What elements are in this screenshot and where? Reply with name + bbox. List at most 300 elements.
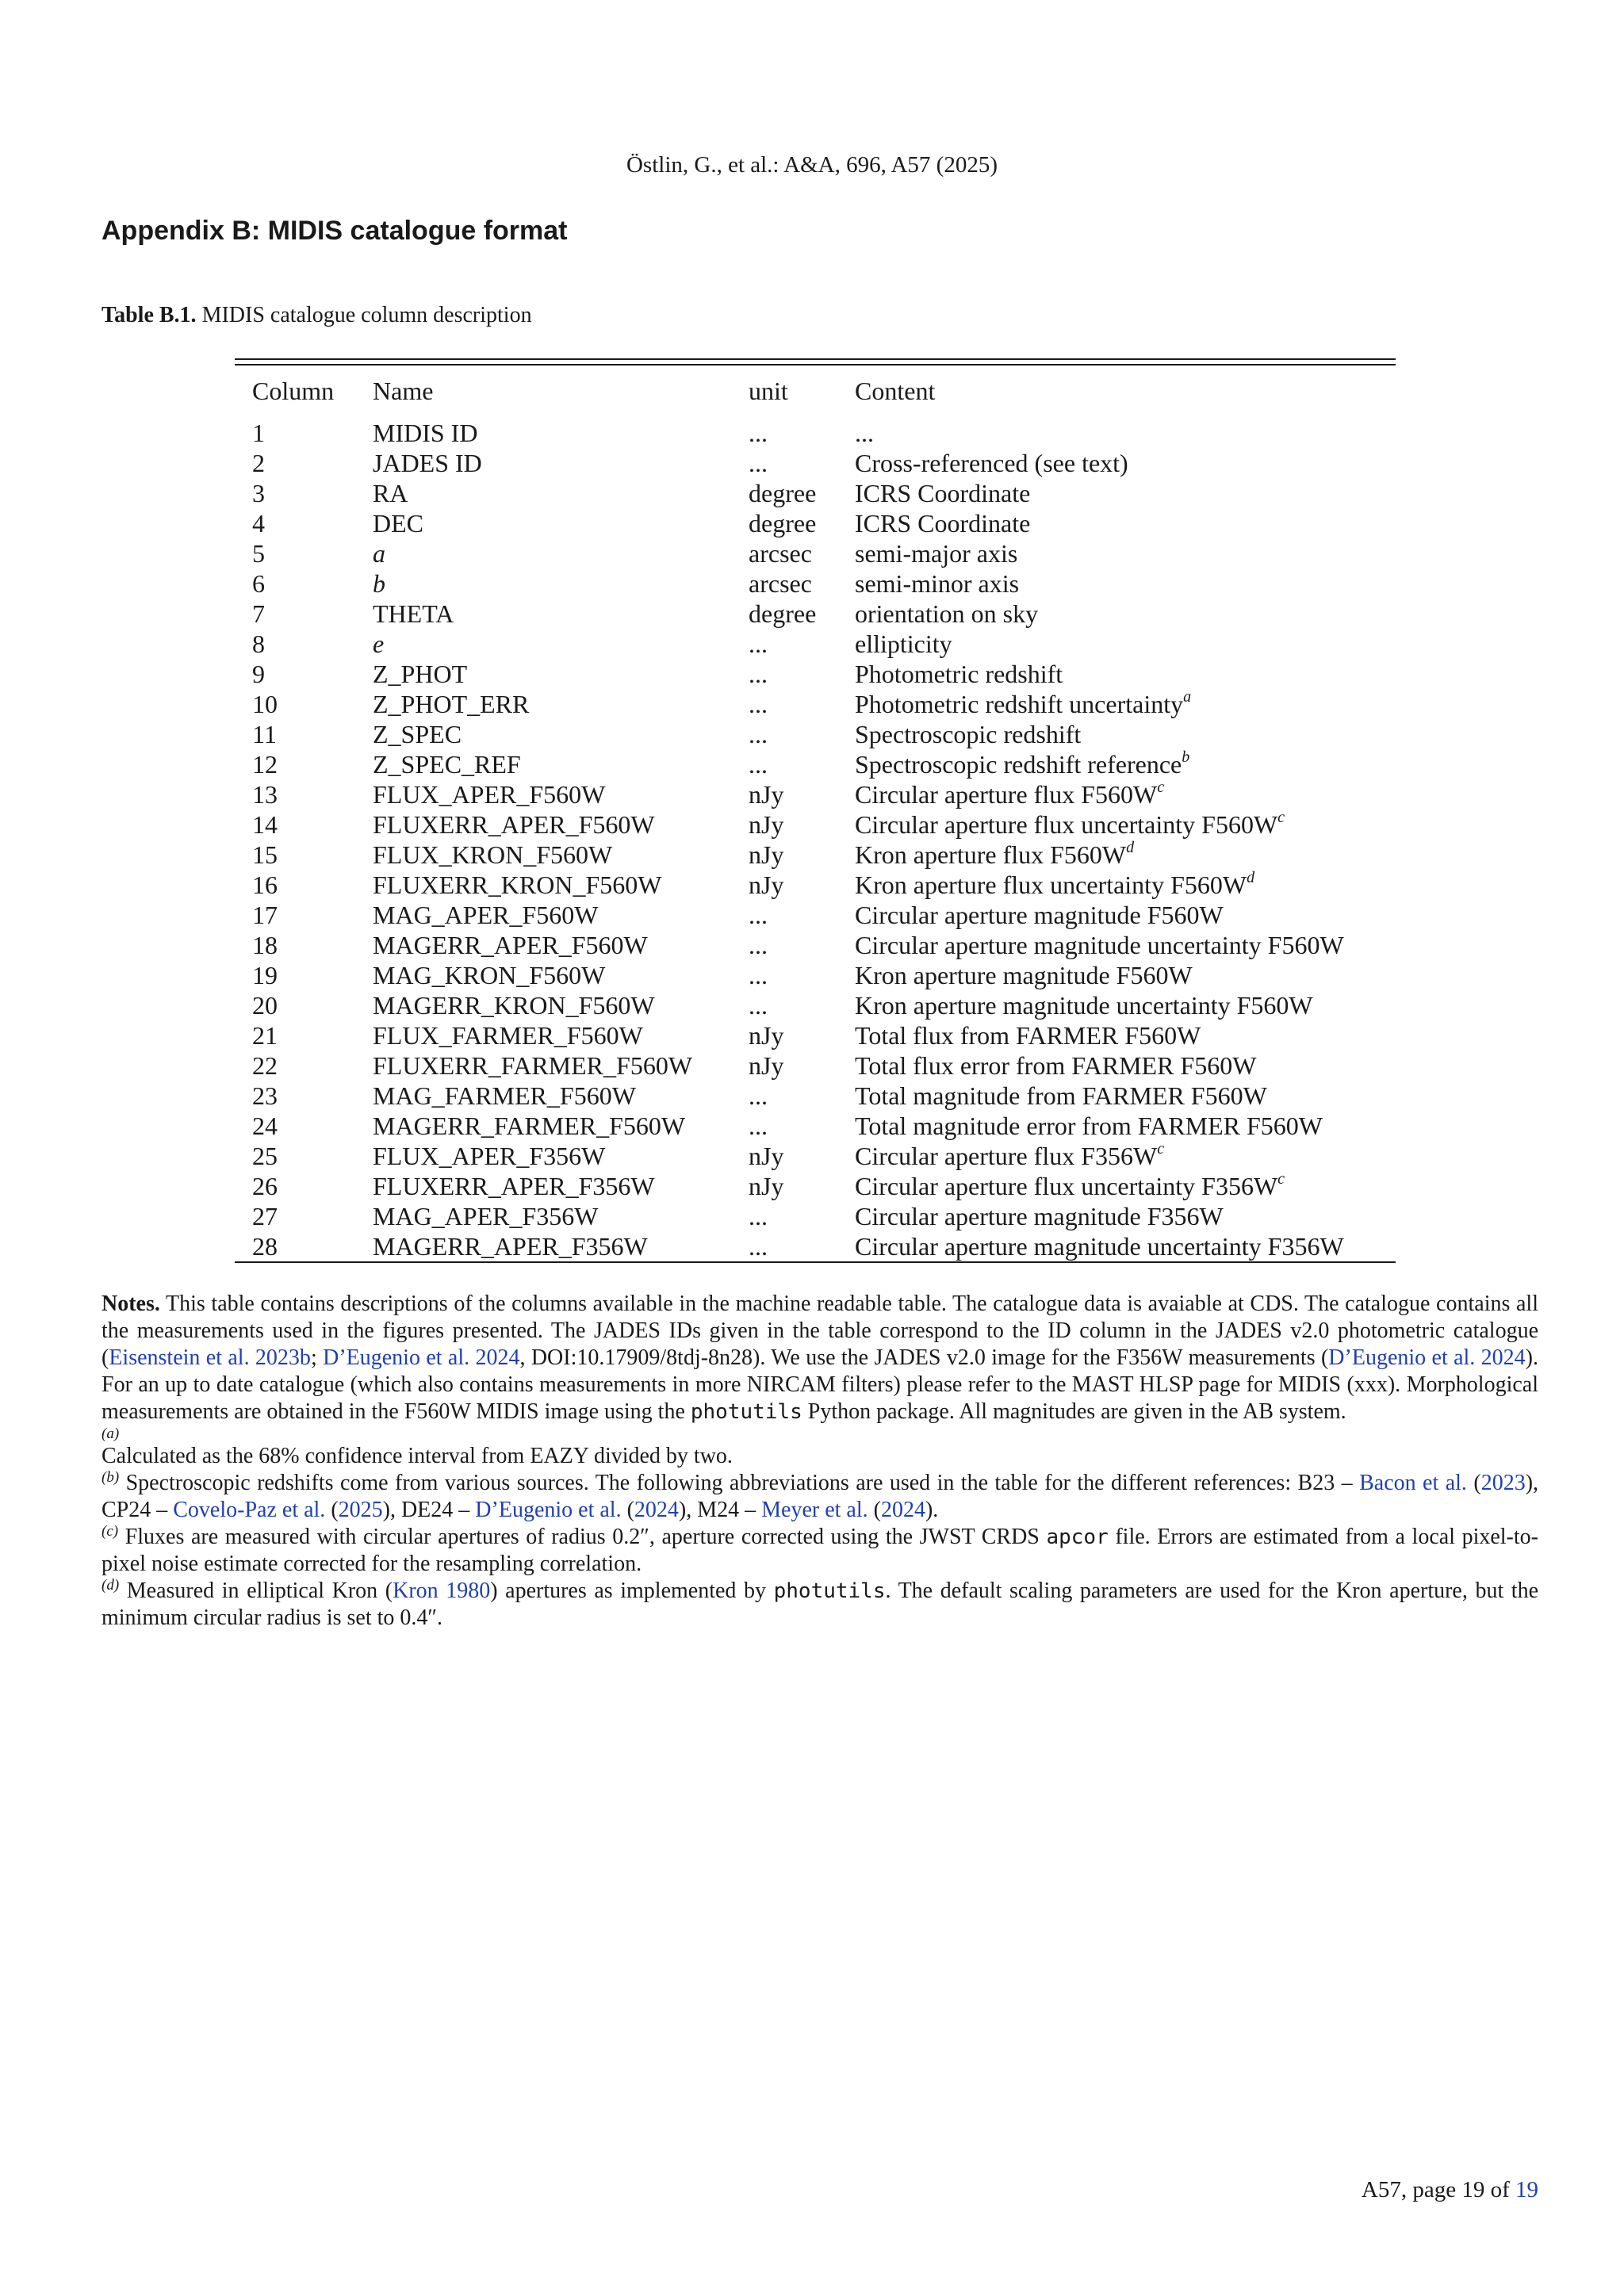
cell-column-text: 15 (252, 840, 278, 869)
cell-unit-text: degree (749, 509, 817, 538)
cell-name (373, 408, 749, 448)
cell-column (235, 1111, 373, 1141)
cell-unit (749, 930, 855, 960)
notes-text: Measured in elliptical Kron ( (119, 1578, 393, 1603)
cell-content-text: ... (855, 419, 874, 447)
cell-unit (749, 689, 855, 719)
cell-unit-text: nJy (749, 780, 784, 809)
cell-unit (749, 809, 855, 840)
cell-name-text: a (373, 539, 385, 568)
cell-content (855, 629, 1396, 659)
cell-unit-text: degree (749, 479, 817, 507)
table-row (235, 538, 1396, 568)
cell-content-text: Circular aperture magnitude F560W (855, 901, 1224, 929)
cell-unit (749, 448, 855, 478)
ref-link-deugenio[interactable]: D’Eugenio et al. (475, 1498, 622, 1522)
cell-column-text: 26 (252, 1172, 278, 1200)
cell-unit-text: ... (749, 750, 768, 779)
table-label: Table B.1. (102, 303, 197, 327)
cell-unit-text: ... (749, 1081, 768, 1110)
cell-name (373, 1081, 749, 1111)
cell-content-text: ellipticity (855, 629, 952, 658)
notes-text: file. Errors are estimated from a local pixel-to-pixel noise estimate corrected for the resampling correlation. (102, 1525, 1538, 1576)
cell-name-text: MAGERR_FARMER_F560W (373, 1112, 686, 1140)
cell-content-text: Circular aperture flux uncertainty F356W (855, 1172, 1278, 1200)
cell-column-text: 8 (252, 629, 265, 658)
notes-text: . The default scaling parameters are used for the Kron aperture, but the minimum circular radius is set to 0.4″. (102, 1578, 1539, 1630)
cell-content-text: ICRS Coordinate (855, 479, 1031, 507)
cell-content (855, 448, 1396, 478)
cell-content-text: Circular aperture flux uncertainty F560W (855, 810, 1278, 839)
table-row (235, 1141, 1396, 1171)
ref-link-covelo-year[interactable]: 2025 (338, 1498, 383, 1522)
notes-text: ( (1466, 1471, 1481, 1495)
cell-content (855, 568, 1396, 599)
cell-content (855, 408, 1396, 448)
cell-unit (749, 779, 855, 809)
cell-name-text: MAGERR_KRON_F560W (373, 991, 655, 1020)
cell-content-text: Circular aperture magnitude uncertainty F356W (855, 1232, 1344, 1261)
notes-text: ( (868, 1498, 881, 1522)
cell-unit (749, 538, 855, 568)
cell-column-text: 27 (252, 1202, 278, 1230)
cell-content-text: Kron aperture magnitude F560W (855, 961, 1193, 989)
cell-name-text: Z_SPEC (373, 720, 462, 748)
cell-unit (749, 990, 855, 1020)
table-row (235, 1201, 1396, 1231)
cell-column (235, 508, 373, 538)
cell-content-text: Circular aperture magnitude uncertainty F560W (855, 931, 1344, 959)
cell-name-text: JADES ID (373, 449, 482, 477)
ref-link-deugenio[interactable]: D’Eugenio et al. 2024 (1328, 1345, 1526, 1370)
footnote-marker: c (1157, 1140, 1165, 1158)
cell-name-text: FLUXERR_FARMER_F560W (373, 1051, 693, 1080)
cell-name (373, 1231, 749, 1261)
cell-name (373, 990, 749, 1020)
table-row (235, 840, 1396, 870)
table-header-row (235, 365, 1396, 408)
ref-link-deugenio[interactable]: D’Eugenio et al. 2024 (323, 1345, 520, 1370)
footnote-b-mark: (b) (102, 1469, 120, 1486)
cell-name (373, 1171, 749, 1201)
cell-unit (749, 1171, 855, 1201)
cell-column-text: 13 (252, 780, 278, 809)
cell-unit-text: nJy (749, 1021, 784, 1050)
cell-name-text: MAG_FARMER_F560W (373, 1081, 636, 1110)
table-row (235, 1111, 1396, 1141)
cell-unit (749, 508, 855, 538)
notes-text: Python package. All magnitudes are given in the AB system. (802, 1399, 1346, 1424)
cell-content-text: Total flux from FARMER F560W (855, 1021, 1201, 1050)
table-row (235, 900, 1396, 930)
cell-unit-text: nJy (749, 840, 784, 869)
cell-content-text: Total flux error from FARMER F560W (855, 1051, 1257, 1080)
cell-content-text: Spectroscopic redshift (855, 720, 1082, 748)
cell-name (373, 508, 749, 538)
cell-column-text: 19 (252, 961, 278, 989)
table-row (235, 599, 1396, 629)
cell-name-text: FLUX_APER_F560W (373, 780, 606, 809)
cell-content (855, 960, 1396, 990)
cell-unit-text: ... (749, 660, 768, 688)
cell-unit-text: ... (749, 1112, 768, 1140)
ref-link-meyer[interactable]: Meyer et al. (761, 1498, 868, 1522)
cell-content (855, 1201, 1396, 1231)
cell-column (235, 568, 373, 599)
cell-name (373, 809, 749, 840)
ref-link-deugenio-year[interactable]: 2024 (634, 1498, 679, 1522)
cell-content-text: ICRS Coordinate (855, 509, 1031, 538)
cell-unit-text: ... (749, 690, 768, 718)
cell-content-text: orientation on sky (855, 599, 1039, 628)
notes-text: ( (621, 1498, 634, 1522)
cell-unit (749, 840, 855, 870)
table-notes (102, 1291, 1538, 1632)
cell-unit (749, 659, 855, 689)
cell-name (373, 1020, 749, 1050)
ref-link-kron[interactable]: Kron 1980 (393, 1578, 491, 1603)
notes-label: Notes. (102, 1292, 160, 1316)
cell-content (855, 1020, 1396, 1050)
cell-column (235, 448, 373, 478)
cell-column-text: 3 (252, 479, 265, 507)
table-top-rule (235, 358, 1396, 365)
cell-column (235, 809, 373, 840)
cell-unit (749, 900, 855, 930)
cell-unit (749, 629, 855, 659)
cell-column-text: 25 (252, 1142, 278, 1170)
footnote-marker: a (1183, 688, 1192, 706)
table-row (235, 870, 1396, 900)
footnote-c (102, 1524, 1538, 1578)
code-photutils: photutils (773, 1579, 886, 1603)
table-row (235, 568, 1396, 599)
section-title: Appendix B: MIDIS catalogue format (102, 216, 568, 246)
cell-unit (749, 1201, 855, 1231)
table-row (235, 779, 1396, 809)
cell-name (373, 689, 749, 719)
cell-content-text: Spectroscopic redshift reference (855, 750, 1182, 779)
cell-name-text: FLUX_APER_F356W (373, 1142, 606, 1170)
cell-content (855, 478, 1396, 508)
cell-column (235, 779, 373, 809)
footnote-b (102, 1470, 1538, 1524)
cell-content (855, 1231, 1396, 1261)
cell-content (855, 1171, 1396, 1201)
cell-name (373, 478, 749, 508)
cell-name-text: FLUX_KRON_F560W (373, 840, 613, 869)
cell-unit-text: nJy (749, 810, 784, 839)
cell-unit (749, 1141, 855, 1171)
footnote-marker: c (1277, 809, 1285, 826)
cell-content (855, 900, 1396, 930)
cell-column (235, 930, 373, 960)
code-photutils: photutils (690, 1400, 802, 1424)
cell-content-text: Kron aperture flux F560W (855, 840, 1127, 869)
notes-text: Spectroscopic redshifts come from various sources. The following abbreviations are used in the table for the different references: B23 – (119, 1471, 1360, 1495)
cell-content-text: Total magnitude error from FARMER F560W (855, 1112, 1323, 1140)
cell-name-text: MAGERR_APER_F356W (373, 1232, 648, 1261)
notes-text: This table contains descriptions of the columns available in the machine readable table. The catalogue data is avaiable at CDS. The catalogue contains all the measurements used in the figures presented. The JADES IDs given in the table correspond to the ID column in the JADES v2.0 photometric catalogue ( (102, 1292, 1538, 1370)
cell-unit-text: ... (749, 720, 768, 748)
cell-content-text: Photometric redshift (855, 660, 1063, 688)
cell-unit-text: arcsec (749, 569, 812, 598)
cell-content-text: Cross-referenced (see text) (855, 449, 1128, 477)
cell-content (855, 749, 1396, 779)
cell-unit (749, 1231, 855, 1261)
cell-column (235, 749, 373, 779)
cell-content-text: Photometric redshift uncertainty (855, 690, 1184, 718)
notes-text: ). For an up to date catalogue (which also contains measurements in more NIRCAM filters) please refer to the MAST HLSP page for MIDIS (xxx). Morphological measurements are obtained in the F560W MIDIS image using the (102, 1345, 1538, 1424)
footnote-d-mark: (d) (102, 1577, 120, 1594)
cell-unit-text: degree (749, 599, 817, 628)
cell-column (235, 1201, 373, 1231)
cell-unit (749, 1081, 855, 1111)
table-row (235, 930, 1396, 960)
cell-column-text: 2 (252, 449, 265, 477)
cell-name (373, 538, 749, 568)
cell-content (855, 538, 1396, 568)
cell-name-text: Z_PHOT (373, 660, 468, 688)
cell-content (855, 990, 1396, 1020)
page-footer (1362, 2177, 1538, 2203)
cell-column (235, 870, 373, 900)
cell-column (235, 408, 373, 448)
cell-column (235, 719, 373, 749)
cell-column-text: 5 (252, 539, 265, 568)
cell-name-text: MIDIS ID (373, 419, 478, 447)
cell-column-text: 21 (252, 1021, 278, 1050)
footnote-marker: d (1126, 839, 1135, 856)
table-row (235, 1050, 1396, 1081)
cell-name-text: Z_SPEC_REF (373, 750, 521, 779)
cell-name-text: FLUXERR_APER_F356W (373, 1172, 655, 1200)
cell-column (235, 689, 373, 719)
ref-link-bacon-year[interactable]: 2023 (1480, 1471, 1526, 1495)
cell-column-text: 16 (252, 871, 278, 899)
cell-column-text: 22 (252, 1051, 278, 1080)
cell-content-text: Kron aperture flux uncertainty F560W (855, 871, 1247, 899)
cell-column (235, 1141, 373, 1171)
notes-text: ) apertures as implemented by (490, 1578, 774, 1603)
cell-column (235, 1171, 373, 1201)
cell-unit-text: ... (749, 901, 768, 929)
cell-name-text: MAGERR_APER_F560W (373, 931, 648, 959)
table-row (235, 1020, 1396, 1050)
table-row (235, 629, 1396, 659)
footnote-c-mark: (c) (102, 1523, 119, 1540)
cell-content (855, 930, 1396, 960)
notes-paragraph (102, 1291, 1538, 1425)
cell-content-text: Circular aperture flux F560W (855, 780, 1158, 809)
cell-unit-text: arcsec (749, 539, 812, 568)
ref-link-bacon[interactable]: Bacon et al. (1359, 1471, 1467, 1495)
cell-name-text: THETA (373, 599, 454, 628)
cell-column-text: 6 (252, 569, 265, 598)
cell-name (373, 1050, 749, 1081)
cell-content (855, 1050, 1396, 1081)
footnote-d (102, 1578, 1538, 1632)
cell-name (373, 659, 749, 689)
cell-name-text: MAG_KRON_F560W (373, 961, 606, 989)
table-row (235, 448, 1396, 478)
page-total-link[interactable]: 19 (1515, 2177, 1538, 2202)
ref-link-covelo[interactable]: Covelo-Paz et al. (173, 1498, 326, 1522)
notes-text: ). (925, 1498, 939, 1522)
cell-unit (749, 870, 855, 900)
cell-content (855, 1081, 1396, 1111)
cell-name (373, 448, 749, 478)
cell-name (373, 870, 749, 900)
cell-name-text: DEC (373, 509, 423, 538)
header-column: Column (252, 377, 335, 405)
table-caption-text: MIDIS catalogue column description (201, 303, 532, 327)
cell-name-text: FLUXERR_APER_F560W (373, 810, 655, 839)
cell-name-text: FLUXERR_KRON_F560W (373, 871, 662, 899)
cell-column (235, 1231, 373, 1261)
cell-column-text: 18 (252, 931, 278, 959)
cell-column-text: 7 (252, 599, 265, 628)
cell-unit (749, 478, 855, 508)
cell-name (373, 749, 749, 779)
cell-unit-text: nJy (749, 1051, 784, 1080)
cell-unit-text: ... (749, 991, 768, 1020)
table-row (235, 960, 1396, 990)
cell-content-text: semi-major axis (855, 539, 1018, 568)
footnote-marker: c (1157, 779, 1165, 796)
cell-column (235, 478, 373, 508)
table-row (235, 1171, 1396, 1201)
cell-column (235, 659, 373, 689)
table-bottom-rule (235, 1261, 1396, 1263)
table-caption (102, 303, 532, 328)
cell-unit (749, 960, 855, 990)
running-head: Östlin, G., et al.: A&A, 696, A57 (2025) (626, 152, 998, 178)
cell-content (855, 1141, 1396, 1171)
cell-column (235, 1050, 373, 1081)
footnote-a-mark: (a) (102, 1425, 120, 1442)
cell-name (373, 719, 749, 749)
cell-column (235, 599, 373, 629)
table-row (235, 809, 1396, 840)
table-row (235, 1231, 1396, 1261)
catalogue-table (235, 358, 1396, 1263)
cell-unit-text: ... (749, 419, 768, 447)
cell-unit-text: ... (749, 1232, 768, 1261)
cell-column-text: 12 (252, 750, 278, 779)
cell-content-text: Total magnitude from FARMER F560W (855, 1081, 1267, 1110)
cell-column-text: 23 (252, 1081, 278, 1110)
cell-content (855, 508, 1396, 538)
cell-content (855, 599, 1396, 629)
cell-unit (749, 1050, 855, 1081)
cell-unit-text: ... (749, 629, 768, 658)
cell-content-text: Circular aperture magnitude F356W (855, 1202, 1224, 1230)
notes-text: ), M24 – (678, 1498, 762, 1522)
cell-content (855, 870, 1396, 900)
cell-name (373, 1141, 749, 1171)
cell-column (235, 629, 373, 659)
cell-column (235, 960, 373, 990)
notes-text: ( (325, 1498, 339, 1522)
cell-column (235, 1020, 373, 1050)
notes-text: ), CP24 – (102, 1471, 1539, 1522)
cell-name-text: FLUX_FARMER_F560W (373, 1021, 643, 1050)
cell-name (373, 1111, 749, 1141)
cell-content-text: Circular aperture flux F356W (855, 1142, 1158, 1170)
cell-column-text: 17 (252, 901, 278, 929)
cell-column (235, 538, 373, 568)
ref-link-eisenstein[interactable]: Eisenstein et al. 2023b (109, 1345, 311, 1370)
table-row (235, 1081, 1396, 1111)
notes-text: ; (310, 1345, 324, 1370)
page-footer-text: A57, page 19 of (1361, 2177, 1515, 2202)
cell-name-text: MAG_APER_F356W (373, 1202, 599, 1230)
cell-unit-text: nJy (749, 871, 784, 899)
ref-link-meyer-year[interactable]: 2024 (880, 1498, 925, 1522)
cell-unit-text: nJy (749, 1172, 784, 1200)
table-row (235, 990, 1396, 1020)
cell-unit (749, 1020, 855, 1050)
cell-name (373, 568, 749, 599)
cell-name (373, 960, 749, 990)
footnote-marker: d (1247, 869, 1255, 886)
cell-content (855, 840, 1396, 870)
cell-column (235, 1081, 373, 1111)
cell-name (373, 779, 749, 809)
cell-column (235, 840, 373, 870)
cell-content (855, 689, 1396, 719)
footnote-marker: c (1277, 1170, 1285, 1188)
table-row (235, 719, 1396, 749)
cell-name (373, 900, 749, 930)
cell-content-text: semi-minor axis (855, 569, 1020, 598)
cell-unit (749, 719, 855, 749)
cell-name (373, 599, 749, 629)
cell-column (235, 990, 373, 1020)
cell-unit-text: ... (749, 931, 768, 959)
cell-column-text: 24 (252, 1112, 278, 1140)
cell-name-text: e (373, 629, 385, 658)
cell-unit (749, 408, 855, 448)
table-row (235, 508, 1396, 538)
cell-content (855, 809, 1396, 840)
cell-name-text: b (373, 569, 385, 598)
table-row (235, 749, 1396, 779)
cell-content (855, 779, 1396, 809)
cell-name (373, 629, 749, 659)
cell-name (373, 840, 749, 870)
cell-column-text: 11 (252, 720, 277, 748)
cell-column-text: 20 (252, 991, 278, 1020)
cell-unit-text: ... (749, 961, 768, 989)
cell-name-text: Z_PHOT_ERR (373, 690, 530, 718)
cell-content (855, 659, 1396, 689)
footnote-a: Calculated as the 68% confidence interval from EAZY divided by two. (102, 1444, 733, 1468)
cell-name (373, 1201, 749, 1231)
cell-unit (749, 568, 855, 599)
cell-name-text: RA (373, 479, 408, 507)
cell-unit-text: ... (749, 1202, 768, 1230)
cell-column-text: 14 (252, 810, 278, 839)
cell-unit-text: ... (749, 449, 768, 477)
cell-column-text: 10 (252, 690, 278, 718)
cell-name (373, 930, 749, 960)
cell-column-text: 4 (252, 509, 265, 538)
notes-text: Fluxes are measured with circular apertures of radius 0.2″, aperture corrected using the JWST CRDS (118, 1525, 1047, 1549)
cell-column-text: 9 (252, 660, 265, 688)
cell-column-text: 28 (252, 1232, 278, 1261)
